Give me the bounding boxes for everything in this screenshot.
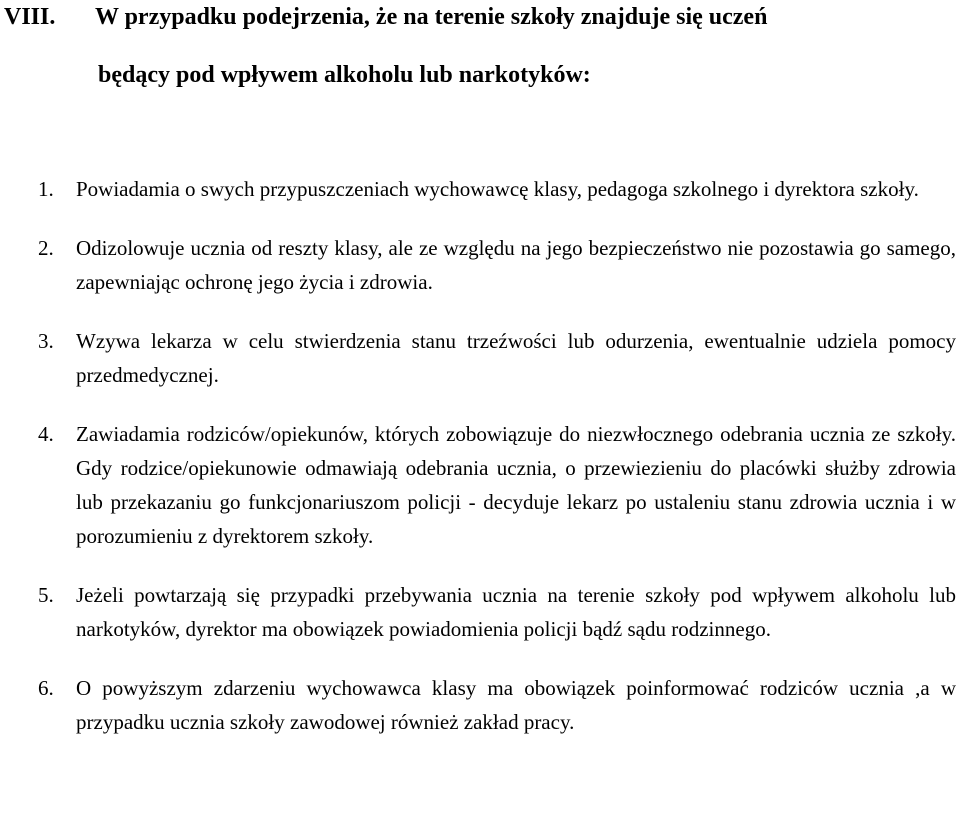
list-item — [38, 671, 956, 739]
list-item — [38, 578, 956, 646]
list-item — [38, 172, 956, 206]
section-number: VIII. — [4, 4, 56, 30]
list-item-text: Jeżeli powtarzają się przypadki przebywania ucznia na terenie szkoły pod wpływem alkoholu lub narkotyków, dyrektor ma obowiązek powiadomienia policji bądź sądu rodzinnego. — [76, 583, 956, 641]
list-item-text: O powyższym zdarzeniu wychowawca klasy ma obowiązek poinformować rodziców ucznia ,a w przypadku ucznia szkoły zawodowej również zakład pracy. — [76, 676, 956, 734]
list-item — [38, 417, 956, 553]
list-item-text: Odizolowuje ucznia od reszty klasy, ale ze względu na jego bezpieczeństwo nie pozostawia go samego, zapewniając ochronę jego życia i zdrowia. — [76, 236, 956, 294]
list-item — [38, 231, 956, 299]
list-item — [38, 324, 956, 392]
list-item-number: 6. — [38, 676, 54, 700]
list-item-number: 1. — [38, 177, 54, 201]
list-item-number: 5. — [38, 583, 54, 607]
list-item-number: 4. — [38, 422, 54, 446]
section-title-line-1: W przypadku podejrzenia, że na terenie szkoły znajduje się uczeń — [95, 4, 768, 30]
list-item-number: 3. — [38, 329, 54, 353]
procedure-list — [38, 172, 956, 764]
list-item-text: Zawiadamia rodziców/opiekunów, których zobowiązuje do niezwłocznego odebrania ucznia ze szkoły. Gdy rodzice/opiekunowie odmawiają odebrania ucznia, o przewiezieniu do placówki służby zdrowia lub przekazaniu go funkcjonariuszom policji - decyduje lekarz po ustaleniu stanu zdrowia ucznia i w porozumieniu z dyrektorem szkoły. — [76, 422, 956, 548]
list-item-text: Wzywa lekarza w celu stwierdzenia stanu trzeźwości lub odurzenia, ewentualnie udziela pomocy przedmedycznej. — [76, 329, 956, 387]
list-item-text: Powiadamia o swych przypuszczeniach wychowawcę klasy, pedagoga szkolnego i dyrektora szkoły. — [76, 177, 919, 201]
section-title-line-2: będący pod wpływem alkoholu lub narkotyków: — [98, 62, 591, 88]
list-item-number: 2. — [38, 236, 54, 260]
